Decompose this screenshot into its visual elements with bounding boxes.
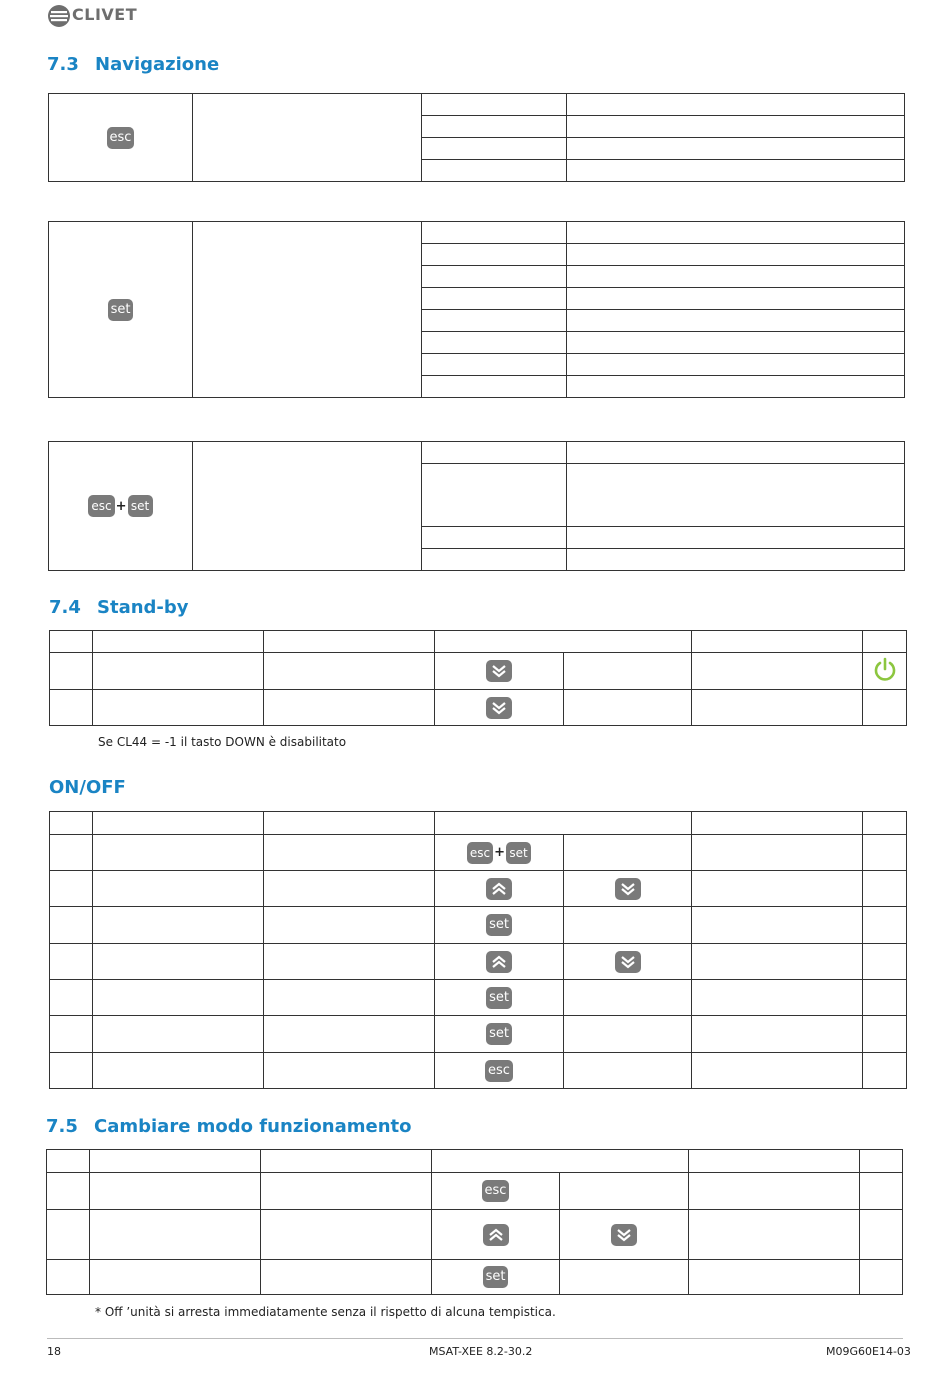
double-chevron-up-icon (483, 1224, 509, 1246)
empty-cell (93, 835, 264, 871)
empty-cell (863, 690, 907, 726)
section-title: Stand-by (97, 597, 189, 618)
double-chevron-down-icon (615, 878, 641, 900)
empty-cell (692, 631, 863, 653)
section-number: 7.3 (47, 54, 79, 75)
empty-cell (261, 1150, 432, 1173)
empty-cell (567, 222, 905, 244)
empty-cell (93, 653, 264, 690)
empty-cell (193, 94, 422, 182)
empty-cell (692, 653, 863, 690)
empty-cell (560, 1260, 689, 1295)
set-key-icon: set (108, 299, 134, 321)
empty-cell (435, 812, 692, 835)
section-title: Cambiare modo funzionamento (94, 1116, 412, 1137)
empty-cell (692, 980, 863, 1016)
esc-key-icon: esc (467, 842, 493, 864)
empty-cell (50, 944, 93, 980)
empty-cell (264, 980, 435, 1016)
empty-cell (193, 222, 422, 398)
key-cell (435, 690, 564, 726)
empty-cell (264, 871, 435, 907)
empty-cell (560, 1173, 689, 1210)
empty-cell (567, 442, 905, 464)
section-heading-modo (46, 1116, 412, 1137)
empty-cell (564, 1053, 692, 1089)
key-cell (435, 980, 564, 1016)
empty-cell (50, 871, 93, 907)
empty-cell (567, 244, 905, 266)
empty-cell (567, 376, 905, 398)
esc-key-icon: esc (482, 1180, 510, 1202)
set-key-icon: set (486, 987, 512, 1009)
key-cell (560, 1210, 689, 1260)
set-key-icon: set (483, 1266, 509, 1288)
empty-cell (93, 690, 264, 726)
key-cell (564, 944, 692, 980)
modo-note: * Off ’unità si arresta immediatamente senza il rispetto di alcuna tempistica. (95, 1305, 556, 1319)
empty-cell (567, 266, 905, 288)
key-cell (435, 1053, 564, 1089)
key-cell (432, 1260, 560, 1295)
empty-cell (93, 631, 264, 653)
empty-cell (93, 980, 264, 1016)
esc-key-icon: esc (88, 495, 114, 517)
empty-cell (264, 690, 435, 726)
empty-cell (50, 1016, 93, 1053)
power-icon (871, 656, 899, 684)
empty-cell (432, 1150, 689, 1173)
empty-cell (863, 1016, 907, 1053)
empty-cell (689, 1260, 860, 1295)
empty-cell (567, 527, 905, 549)
empty-cell (422, 94, 567, 116)
empty-cell (422, 376, 567, 398)
empty-cell (50, 907, 93, 944)
key-cell (435, 907, 564, 944)
empty-cell (564, 835, 692, 871)
empty-cell (422, 332, 567, 354)
empty-cell (47, 1260, 90, 1295)
empty-cell (564, 1016, 692, 1053)
empty-cell (50, 812, 93, 835)
empty-cell (692, 907, 863, 944)
empty-cell (422, 442, 567, 464)
empty-cell (567, 332, 905, 354)
key-cell (432, 1173, 560, 1210)
empty-cell (564, 690, 692, 726)
key-cell (435, 653, 564, 690)
modo-table (46, 1149, 903, 1295)
empty-cell (93, 812, 264, 835)
empty-cell (47, 1173, 90, 1210)
empty-cell (90, 1150, 261, 1173)
empty-cell (422, 160, 567, 182)
clivet-logo-mark-icon (47, 4, 71, 28)
section-title: Navigazione (95, 54, 220, 75)
double-chevron-up-icon (486, 951, 512, 973)
empty-cell (422, 527, 567, 549)
empty-cell (422, 244, 567, 266)
empty-cell (93, 1053, 264, 1089)
section-number: 7.4 (49, 597, 81, 618)
empty-cell (564, 907, 692, 944)
empty-cell (50, 690, 93, 726)
empty-cell (50, 835, 93, 871)
empty-cell (689, 1210, 860, 1260)
plus-sign: + (494, 845, 506, 860)
empty-cell (261, 1210, 432, 1260)
empty-cell (264, 631, 435, 653)
section-title: ON/OFF (49, 777, 126, 798)
empty-cell (47, 1150, 90, 1173)
empty-cell (567, 464, 905, 527)
double-chevron-down-icon (486, 660, 512, 682)
empty-cell (863, 812, 907, 835)
standby-note: Se CL44 = -1 il tasto DOWN è disabilitato (98, 735, 347, 749)
empty-cell (422, 116, 567, 138)
double-chevron-down-icon (611, 1224, 637, 1246)
empty-cell (264, 812, 435, 835)
empty-cell (567, 549, 905, 571)
key-cell (49, 94, 193, 182)
empty-cell (261, 1260, 432, 1295)
key-cell (435, 871, 564, 907)
empty-cell (564, 980, 692, 1016)
empty-cell (422, 222, 567, 244)
empty-cell (567, 288, 905, 310)
key-cell (432, 1210, 560, 1260)
section-heading-standby (49, 597, 189, 618)
key-cell (435, 1016, 564, 1053)
empty-cell (50, 1053, 93, 1089)
empty-cell (422, 266, 567, 288)
empty-cell (689, 1150, 860, 1173)
empty-cell (264, 944, 435, 980)
empty-cell (90, 1210, 261, 1260)
empty-cell (863, 631, 907, 653)
nav-table-set (48, 221, 905, 398)
empty-cell (863, 871, 907, 907)
empty-cell (93, 1016, 264, 1053)
section-number: 7.5 (46, 1116, 78, 1137)
key-cell (564, 871, 692, 907)
logo-text: CLIVET (72, 5, 138, 24)
empty-cell (692, 1053, 863, 1089)
empty-cell (264, 1016, 435, 1053)
empty-cell (264, 907, 435, 944)
empty-cell (860, 1260, 903, 1295)
set-key-icon: set (486, 914, 512, 936)
empty-cell (193, 442, 422, 571)
empty-cell (422, 310, 567, 332)
empty-cell (863, 944, 907, 980)
empty-cell (90, 1260, 261, 1295)
empty-cell (692, 812, 863, 835)
empty-cell (422, 354, 567, 376)
empty-cell (860, 1150, 903, 1173)
empty-cell (863, 907, 907, 944)
empty-cell (692, 944, 863, 980)
empty-cell (93, 907, 264, 944)
empty-cell (422, 464, 567, 527)
esc-key-icon: esc (107, 127, 135, 149)
empty-cell (93, 944, 264, 980)
empty-cell (47, 1210, 90, 1260)
onoff-table (49, 811, 907, 1089)
empty-cell (50, 653, 93, 690)
double-chevron-down-icon (615, 951, 641, 973)
footer-code: M09G60E14-03 (826, 1345, 911, 1358)
section-heading-onoff (49, 777, 126, 798)
empty-cell (422, 549, 567, 571)
empty-cell (90, 1173, 261, 1210)
nav-table-esc-set (48, 441, 905, 571)
key-cell (49, 442, 193, 571)
empty-cell (422, 288, 567, 310)
empty-cell (692, 835, 863, 871)
empty-cell (435, 631, 692, 653)
empty-cell (860, 1210, 903, 1260)
empty-cell (567, 160, 905, 182)
double-chevron-down-icon (486, 697, 512, 719)
empty-cell (863, 1053, 907, 1089)
empty-cell (264, 1053, 435, 1089)
empty-cell (50, 980, 93, 1016)
empty-cell (93, 871, 264, 907)
empty-cell (567, 138, 905, 160)
section-heading-navigazione (47, 54, 219, 75)
key-cell (863, 653, 907, 690)
empty-cell (564, 653, 692, 690)
empty-cell (567, 94, 905, 116)
nav-table-esc (48, 93, 905, 182)
key-cell (49, 222, 193, 398)
set-key-icon: set (486, 1023, 512, 1045)
empty-cell (863, 980, 907, 1016)
empty-cell (50, 631, 93, 653)
empty-cell (567, 354, 905, 376)
page-number: 18 (47, 1345, 61, 1358)
standby-table (49, 630, 907, 726)
empty-cell (264, 835, 435, 871)
double-chevron-up-icon (486, 878, 512, 900)
empty-cell (692, 1016, 863, 1053)
empty-cell (422, 138, 567, 160)
empty-cell (692, 690, 863, 726)
empty-cell (567, 310, 905, 332)
empty-cell (567, 116, 905, 138)
plus-sign: + (115, 498, 127, 514)
empty-cell (689, 1173, 860, 1210)
footer-model: MSAT-XEE 8.2-30.2 (429, 1345, 533, 1358)
esc-key-icon: esc (485, 1060, 513, 1082)
empty-cell (860, 1173, 903, 1210)
set-key-icon: set (128, 495, 153, 517)
set-key-icon: set (506, 842, 531, 864)
empty-cell (264, 653, 435, 690)
empty-cell (692, 871, 863, 907)
footer-divider (47, 1338, 903, 1339)
empty-cell (863, 835, 907, 871)
key-cell (435, 944, 564, 980)
key-cell (435, 835, 564, 871)
empty-cell (261, 1173, 432, 1210)
